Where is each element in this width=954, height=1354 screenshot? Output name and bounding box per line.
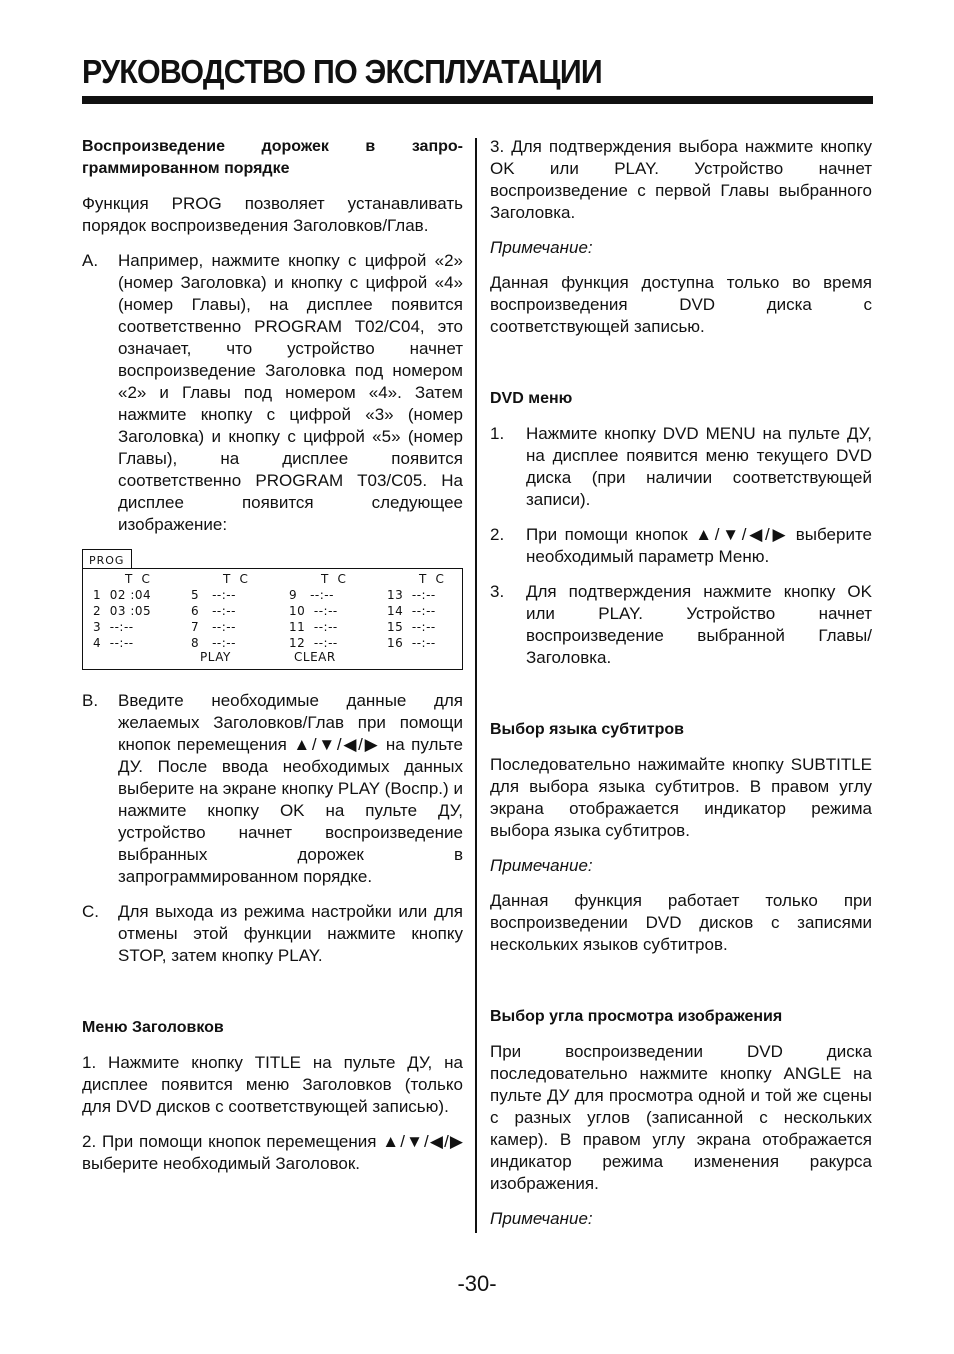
title-menu-heading: Меню Заголовков — [82, 1019, 224, 1036]
prog-row — [93, 603, 453, 619]
prog-cell: 11 --:-- — [289, 620, 338, 634]
prog-screen-box — [82, 568, 463, 670]
prog-buttons — [83, 649, 464, 665]
dvd-step-text: Для подтверждения нажмите кнопку OK или PLAY. Устройство начнет воспроизведение выбранной Главы/Заголовка. — [526, 582, 872, 667]
angle-heading: Выбор угла просмотра изображения — [490, 1008, 783, 1025]
spacer — [490, 351, 872, 388]
prog-cell: 9 --:-- — [289, 588, 334, 602]
prog-heading: Воспроизведение дорожек в запро-граммированном порядке — [82, 138, 463, 177]
prog-cell: 2 03 :05 — [93, 604, 152, 618]
dvd-step-text: Нажмите кнопку DVD MENU на пульте ДУ, на дисплее появится меню текущего DVD диска (при наличии соответствующей записи). — [526, 424, 872, 509]
dvd-step — [490, 423, 872, 511]
page-number: -30- — [457, 1271, 497, 1296]
title-menu-step1: 1. Нажмите кнопку TITLE на пульте ДУ, на дисплее появится меню Заголовков (только для DVD дисков с соответствующей записью). — [82, 1053, 463, 1116]
prog-tab: PROG — [82, 549, 132, 569]
title-menu-step3: 3. Для подтверждения выбора нажмите кнопку OK или PLAY. Устройство начнет воспроизведение с первой Главы выбранного Заголовка. — [490, 137, 872, 222]
dvd-step-marker: 1. — [490, 424, 505, 443]
prog-play-label: PLAY — [200, 650, 231, 664]
prog-cell: 12 --:-- — [289, 636, 338, 650]
prog-cell: 3 --:-- — [93, 620, 134, 634]
dvd-step — [490, 581, 872, 669]
title-rule — [82, 96, 873, 104]
item-b — [82, 690, 463, 888]
spacer — [490, 969, 872, 1006]
item-a-marker: A. — [82, 251, 99, 270]
item-b-text: Введите необходимые данные для желаемых Заголовков/Глав при помощи кнопок перемещения ▲/▼/◀/▶ на пульте ДУ. После ввода необходимых данных выберите на экране кнопку PLAY (Воспр.) и нажмите кнопку OK на пульте ДУ, устройство начнет воспроизведение выбранных дорожек в запрограммированном порядке. — [118, 691, 463, 886]
angle-text: При воспроизведении DVD диска последовательно нажмите кнопку ANGLE на пульте ДУ для просмотра одной и той же сцены с разных углов (записанной с нескольких камер). В правом углу экрана отображается индикатор режима изменения ракурса изображения. — [490, 1042, 872, 1193]
column-divider — [475, 138, 477, 1233]
prog-cell: 5 --:-- — [191, 588, 236, 602]
page-title: РУКОВОДСТВО ПО ЭКСПЛУАТАЦИИ — [82, 53, 603, 90]
prog-cell: 13 --:-- — [387, 588, 436, 602]
prog-cell: 7 --:-- — [191, 620, 236, 634]
prog-row — [93, 619, 453, 635]
note-label: Примечание: — [490, 856, 593, 875]
item-c-text: Для выхода из режима настройки или для отмены этой функции нажмите кнопку STOP, затем кнопку PLAY. — [118, 902, 463, 965]
prog-cell: 6 --:-- — [191, 604, 236, 618]
prog-cell: 15 --:-- — [387, 620, 436, 634]
item-a-text: Например, нажмите кнопку с цифрой «2» (номер Заголовка) и кнопку с цифрой «4» (номер Главы), на дисплее появится соответственно PROGRAM T02/C04, это означает, что устройство начнет воспроизведение Заголовка под номером «2» и Главы под номером «4». Затем нажмите кнопку с цифрой «3» (номер Заголовка) и кнопку с цифрой «5» (номер Главы), на дисплее появится соответственно PROGRAM T03/C05. На дисплее появится следующее изображение: — [118, 251, 463, 534]
note-label: Примечание: — [490, 238, 593, 257]
prog-header-cell: T C — [321, 572, 347, 586]
prog-cell: 10 --:-- — [289, 604, 338, 618]
prog-cell: 4 --:-- — [93, 636, 134, 650]
spacer — [490, 682, 872, 719]
prog-screen-figure — [82, 549, 463, 671]
prog-cell: 14 --:-- — [387, 604, 436, 618]
dvd-step — [490, 524, 872, 568]
note-text: Данная функция работает только при воспроизведении DVD дисков с записями нескольких языков субтитров. — [490, 891, 872, 954]
prog-cell: 8 --:-- — [191, 636, 236, 650]
prog-cell: 1 02 :04 — [93, 588, 152, 602]
dvd-step-text: При помощи кнопок ▲/▼/◀/▶ выберите необходимый параметр Меню. — [526, 525, 872, 566]
prog-row — [93, 587, 453, 603]
prog-header-cell: T C — [419, 572, 445, 586]
item-c-marker: C. — [82, 902, 99, 921]
prog-intro: Функция PROG позволяет устанавливать порядок воспроизведения Заголовков/Глав. — [82, 194, 463, 235]
title-menu-step2: 2. При помощи кнопок перемещения ▲/▼/◀/▶ выберите необходимый Заголовок. — [82, 1132, 463, 1173]
prog-grid — [93, 571, 453, 651]
prog-cell: 16 --:-- — [387, 636, 436, 650]
item-a — [82, 250, 463, 536]
prog-header-row — [93, 571, 453, 587]
subtitle-text: Последовательно нажимайте кнопку SUBTITLE для выбора языка субтитров. В правом углу экрана отображается индикатор режима выбора языка субтитров. — [490, 755, 872, 840]
note-label: Примечание: — [490, 1209, 593, 1228]
subtitle-heading: Выбор языка субтитров — [490, 721, 684, 738]
prog-header-cell: T C — [223, 572, 249, 586]
item-b-marker: B. — [82, 691, 99, 710]
spacer — [82, 980, 463, 1017]
dvd-step-marker: 3. — [490, 582, 505, 601]
right-column — [490, 136, 872, 1243]
prog-header-cell: T C — [125, 572, 151, 586]
left-column — [82, 136, 463, 1188]
dvd-menu-heading: DVD меню — [490, 390, 573, 407]
dvd-step-marker: 2. — [490, 525, 505, 544]
prog-clear-label: CLEAR — [294, 650, 336, 664]
note-text: Данная функция доступна только во время воспроизведения DVD диска с соответствующей записью. — [490, 273, 872, 336]
item-c — [82, 901, 463, 967]
